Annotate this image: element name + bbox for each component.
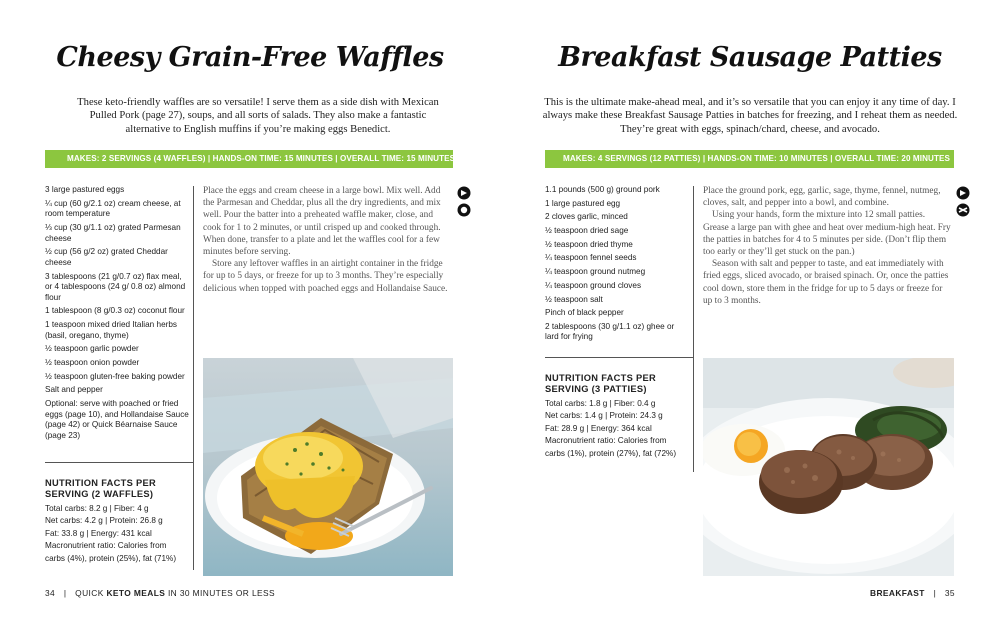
ingredient-item: ½ teaspoon garlic powder bbox=[45, 344, 139, 354]
ingredient-item: Pinch of black pepper bbox=[545, 308, 624, 318]
direction-paragraph: Store any leftover waffles in an airtight container in the fridge for up to 5 days, or freeze for up to 3 months. They’re especially delicious when topped with poached eggs and Hollandaise Sauce. bbox=[203, 259, 448, 294]
direction-paragraph: Place the ground pork, egg, garlic, sage, thyme, fennel, nutmeg, cloves, salt, and pepper into a bowl, and combine. bbox=[703, 186, 941, 209]
divider-horizontal bbox=[545, 357, 694, 358]
nutrition-line: Macronutrient ratio: Calories from bbox=[45, 541, 167, 551]
nutrition-heading bbox=[45, 478, 193, 500]
nutrition-facts bbox=[45, 478, 193, 565]
footer-separator: | bbox=[933, 588, 937, 598]
diet-tag-icon bbox=[457, 186, 471, 220]
ingredient-item: Optional: serve with poached or fried eggs (page 10), and Hollandaise Sauce (page 42) or Quick Béarnaise Sauce (page 23) bbox=[45, 399, 189, 440]
directions bbox=[703, 185, 953, 307]
direction-paragraph: Using your hands, form the mixture into 12 small patties. Grease a large pan with ghee and heat over medium-high heat. Fry the patties in batches for 4 to 5 minutes per side. (Don’t flip them too early or they’ll get stuck on the pan.) bbox=[703, 210, 951, 258]
nutrition-line: carbs (4%), protein (25%), fat (71%) bbox=[45, 553, 177, 563]
divider-vertical bbox=[193, 462, 194, 570]
nutrition-heading-line: NUTRITION FACTS PER bbox=[45, 478, 157, 488]
ingredient-item: 1 tablespoon (8 g/0.3 oz) coconut flour bbox=[45, 306, 185, 316]
recipe-intro: This is the ultimate make-ahead meal, and it’s so versatile that you can enjoy it any time of day. I always make these Breakfast Sausage Patties in batches for freezing, and I reheat them as needed. They’re great with eggs, spinach/chard, cheese, and avocado. bbox=[542, 97, 958, 135]
page-number: 34 bbox=[45, 588, 56, 598]
sausage-photo bbox=[703, 358, 954, 576]
book-title-part: IN 30 MINUTES OR LESS bbox=[167, 588, 276, 598]
ingredient-item: ½ teaspoon salt bbox=[545, 294, 603, 304]
diet-tag-icon bbox=[956, 186, 970, 220]
nutrition-line: Macronutrient ratio: Calories from bbox=[545, 436, 667, 446]
page-footer bbox=[870, 588, 955, 598]
divider-vertical bbox=[693, 357, 694, 472]
ingredient-item: 1.1 pounds (500 g) ground pork bbox=[545, 185, 660, 194]
recipe-intro: These keto-friendly waffles are so versatile! I serve them as a side dish with Mexican Pulled Pork (page 27), soups, and all sorts of salads. They also make a fantastic alternative to English muffins if you’re making eggs Benedict. bbox=[77, 97, 439, 135]
recipe-title: Cheesy Grain-Free Waffles bbox=[56, 42, 444, 73]
directions bbox=[203, 185, 451, 295]
book-title-part: KETO MEALS bbox=[106, 588, 166, 598]
nutrition-line: Total carbs: 8.2 g | Fiber: 4 g bbox=[45, 504, 149, 513]
nutrition-heading-line: SERVING (3 PATTIES) bbox=[545, 384, 647, 394]
ingredient-item: ¼ teaspoon ground nutmeg bbox=[545, 267, 646, 277]
ingredient-item: ¼ cup (60 g/2.1 oz) cream cheese, at room temperature bbox=[45, 198, 181, 219]
servings-bar: MAKES: 4 SERVINGS (12 PATTIES) | HANDS-ON TIME: 10 MINUTES | OVERALL TIME: 20 MINUTES bbox=[545, 150, 954, 168]
ingredient-item: 1 large pastured egg bbox=[545, 198, 621, 208]
nutrition-line: Fat: 33.8 g | Energy: 431 kcal bbox=[45, 528, 152, 538]
ingredient-item: ⅓ cup (30 g/1.1 oz) grated Parmesan cheese bbox=[45, 222, 181, 243]
nutrition-heading-line: NUTRITION FACTS PER bbox=[545, 373, 657, 383]
right-page bbox=[500, 0, 1000, 617]
ingredient-item: ½ teaspoon dried sage bbox=[545, 226, 629, 236]
ingredient-item: 2 tablespoons (30 g/1.1 oz) ghee or lard for frying bbox=[545, 321, 675, 342]
nutrition-heading bbox=[545, 373, 693, 395]
ingredient-item: ½ teaspoon onion powder bbox=[45, 358, 140, 368]
nutrition-line: Net carbs: 1.4 g | Protein: 24.3 g bbox=[545, 411, 663, 421]
nutrition-line: Fat: 28.9 g | Energy: 364 kcal bbox=[545, 423, 652, 433]
ingredient-list bbox=[45, 185, 190, 445]
direction-paragraph: Season with salt and pepper to taste, and eat immediately with fried eggs, sliced avocado, or braised spinach. Or, once the patties cool down, store them in the fridge for up to 5 days or freeze for up to 3 months. bbox=[703, 259, 949, 306]
ingredient-item: ¼ teaspoon fennel seeds bbox=[545, 253, 637, 263]
recipe-title: Breakfast Sausage Patties bbox=[558, 42, 942, 73]
nutrition-line: Total carbs: 1.8 g | Fiber: 0.4 g bbox=[545, 399, 656, 408]
ingredient-item: ½ cup (56 g/2 oz) grated Cheddar cheese bbox=[45, 247, 168, 267]
divider-vertical bbox=[193, 186, 194, 462]
divider-vertical bbox=[693, 186, 694, 358]
nutrition-line: carbs (1%), protein (27%), fat (72%) bbox=[545, 448, 677, 458]
ingredient-item: 3 large pastured eggs bbox=[45, 185, 125, 194]
nutrition-heading-line: SERVING (2 WAFFLES) bbox=[45, 489, 154, 499]
nutrition-line: Net carbs: 4.2 g | Protein: 26.8 g bbox=[45, 516, 163, 526]
ingredient-item: Salt and pepper bbox=[45, 385, 103, 395]
servings-bar: MAKES: 2 SERVINGS (4 WAFFLES) | HANDS-ON TIME: 15 MINUTES | OVERALL TIME: 15 MINUTES bbox=[45, 150, 453, 168]
ingredient-list bbox=[545, 185, 685, 346]
ingredient-item: ½ teaspoon gluten-free baking powder bbox=[45, 371, 185, 381]
ingredient-item: 1 teaspoon mixed dried Italian herbs (basil, oregano, thyme) bbox=[45, 320, 177, 340]
page-number: 35 bbox=[944, 588, 955, 598]
section-name: BREAKFAST bbox=[870, 588, 925, 598]
ingredient-item: 2 cloves garlic, minced bbox=[545, 212, 628, 222]
footer-separator: | bbox=[63, 588, 67, 598]
direction-paragraph: Place the eggs and cream cheese in a large bowl. Mix well. Add the Parmesan and Cheddar, plus all the dry ingredients, and mix well. Pour the batter into a preheated waffle maker, close, and cook for 1 to 2 minutes, or until crisped up and cooked through. When done, transfer to a plate and let the waffles cool for a few minutes before serving. bbox=[203, 186, 441, 258]
divider-horizontal bbox=[45, 462, 194, 463]
page-footer bbox=[45, 588, 275, 598]
nutrition-facts bbox=[545, 373, 693, 460]
ingredient-item: ½ teaspoon dried thyme bbox=[545, 239, 633, 249]
ingredient-item: ¼ teaspoon ground cloves bbox=[545, 280, 642, 290]
book-title-part: QUICK bbox=[75, 588, 104, 598]
waffle-photo bbox=[203, 358, 453, 576]
ingredient-item: 3 tablespoons (21 g/0.7 oz) flax meal, or 4 tablespoons (24 g/ 0.8 oz) almond flour bbox=[45, 271, 186, 302]
